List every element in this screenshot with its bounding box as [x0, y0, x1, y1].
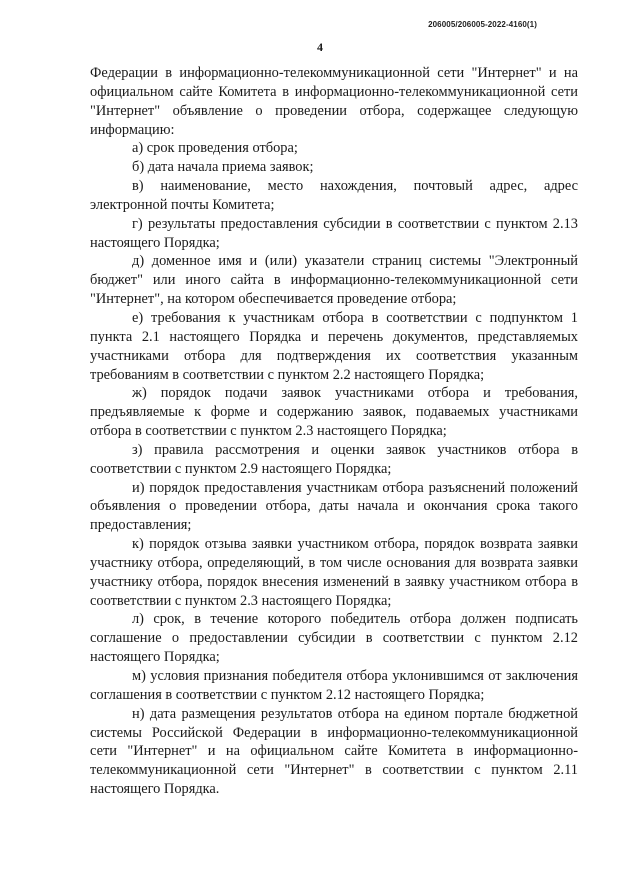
- list-item-l: л) срок, в течение которого победитель отбора должен подписать соглашение о предоставлении субсидии в соответствии с пунктом 2.12 настоящего Порядка;: [90, 611, 578, 666]
- list-item-v: в) наименование, место нахождения, почтовый адрес, адрес электронной почты Комитета;: [90, 178, 578, 213]
- list-item-m: м) условия признания победителя отбора уклонившимся от заключения соглашения в соответствии с пунктом 2.12 настоящего Порядка;: [90, 668, 578, 703]
- list-item-e: е) требования к участникам отбора в соответствии с подпунктом 1 пункта 2.1 настоящего Порядка и перечень документов, представляемых участниками отбора для подтверждения их соответствия указанным требованиям в соответствии с пунктом 2.2 настоящего Порядка;: [90, 309, 578, 383]
- list-item-i: и) порядок предоставления участникам отбора разъяснений положений объявления о проведении отбора, даты начала и окончания срока такого предоставления;: [90, 479, 578, 534]
- list-item-k: к) порядок отзыва заявки участником отбора, порядок возврата заявки участнику отбора, определяющий, в том числе основания для возврата заявки участнику отбора, порядок внесения изменений в заявку участником отбора в соответствии с пунктом 2.3 настоящего Порядка;: [90, 536, 578, 609]
- list-item-d: д) доменное имя и (или) указатели страниц системы "Электронный бюджет" или иного сайта в информационно-телекоммуникационной сети "Интернет", на котором обеспечивается проведение отбора;: [90, 253, 578, 308]
- document-body: [90, 64, 578, 799]
- list-item-zh: ж) порядок подачи заявок участниками отбора и требования, предъявляемые к форме и содержанию заявок, подаваемых участниками отбора в соответствии с пунктом 2.3 настоящего Порядка;: [90, 385, 578, 440]
- paragraph-intro: Федерации в информационно-телекоммуникационной сети "Интернет" и на официальном сайте Комитета в информационно-телекоммуникационной сети "Интернет" объявление о проведении отбора, содержащее следующую информацию:: [90, 65, 578, 138]
- list-item-b: б) дата начала приема заявок;: [132, 159, 314, 176]
- list-item-a: а) срок проведения отбора;: [132, 140, 298, 157]
- list-item-n: н) дата размещения результатов отбора на едином портале бюджетной системы Российской Федерации в информационно-телекоммуникационной сети "Интернет" и на официальном сайте Комитета в информационно-телекоммуникационной сети "Интернет" в соответствии с пунктом 2.11 настоящего Порядка.: [90, 705, 578, 798]
- page-number: 4: [317, 40, 323, 54]
- list-item-g: г) результаты предоставления субсидии в соответствии с пунктом 2.13 настоящего Порядка;: [90, 215, 578, 251]
- list-item-z: з) правила рассмотрения и оценки заявок участников отбора в соответствии с пунктом 2.9 настоящего Порядка;: [90, 441, 578, 477]
- document-id: 206005/206005-2022-4160(1): [428, 20, 537, 29]
